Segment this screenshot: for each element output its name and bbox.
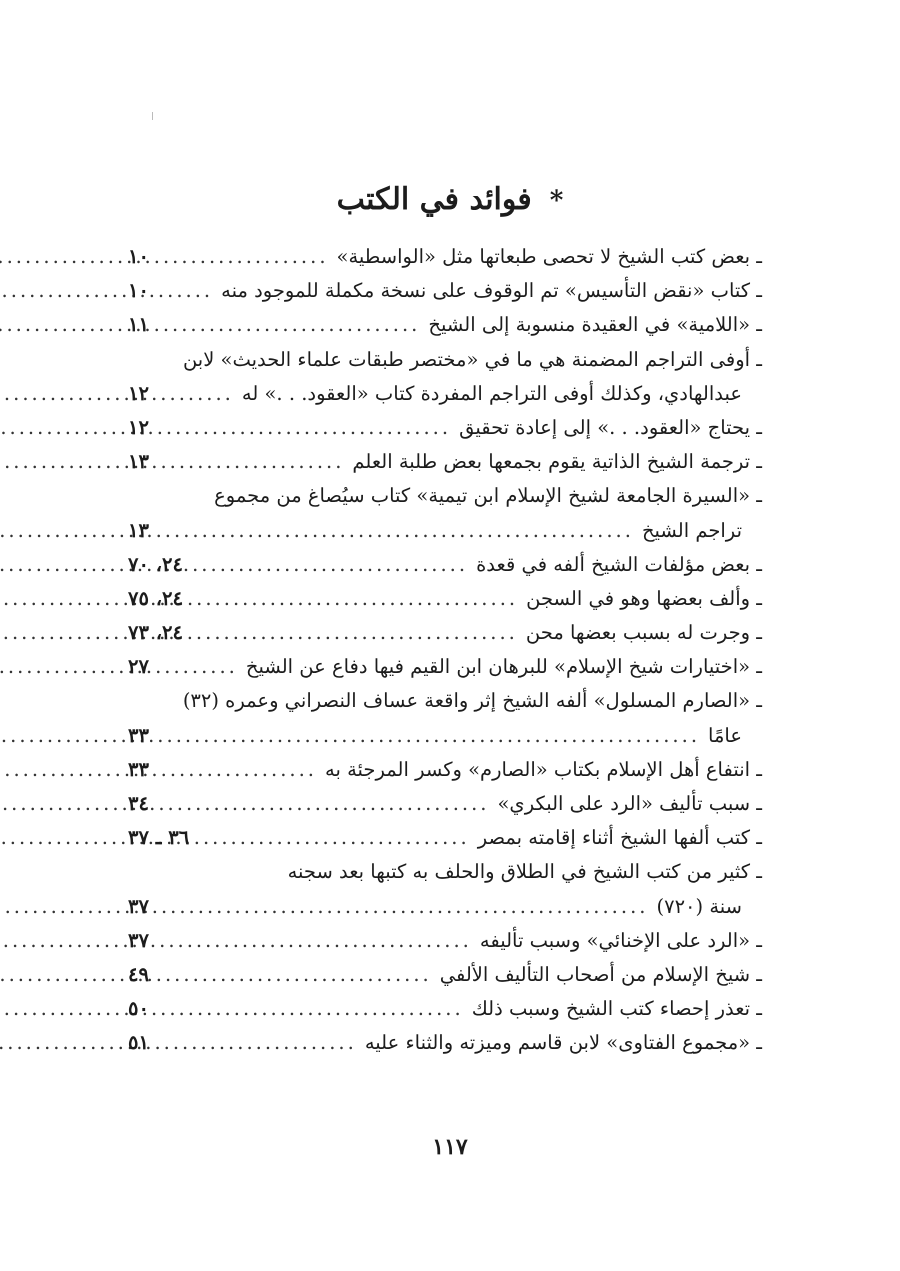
entry-text: ـ «السيرة الجامعة لشيخ الإسلام ابن تيمية» كتاب سيُصاغ من مجموع [214,484,762,508]
list-item [128,582,762,616]
page-number: ١١٧ [432,1134,468,1160]
dot-leader [157,274,213,308]
list-item [128,684,762,718]
list-item [128,1026,762,1060]
dot-leader [157,890,649,924]
entry-page-ref: ٢٤، ٧٥ [128,586,183,610]
list-item [128,958,762,992]
list-item [128,445,762,479]
dot-leader [157,924,472,958]
entry-text: سنة (٧٢٠) [656,894,742,918]
entry-text: ـ سبب تأليف «الرد على البكري» [497,792,762,815]
entry-text: عامًا [708,723,742,747]
entry-text: ـ «اختيارات شيخ الإسلام» للبرهان ابن القيم فيها دفاع عن الشيخ [245,655,762,679]
list-item [128,479,762,513]
entry-page-ref: ٣٣ [128,757,149,781]
entry-text: ـ «الصارم المسلول» ألفه الشيخ إثر واقعة عساف النصراني وعمره (٣٢) [182,689,762,713]
entry-page-ref: ١٠ [128,279,149,303]
entry-text: ـ «مجموع الفتاوى» لابن قاسم وميزته والثناء عليه [364,1031,762,1055]
page-title-text: فوائد في الكتب [336,182,532,218]
dot-leader [157,719,700,753]
dot-leader [157,787,490,821]
entry-text: ـ ترجمة الشيخ الذاتية يقوم بجمعها بعض طلبة العلم [352,450,762,474]
dot-leader [157,240,329,274]
dot-leader [197,821,470,855]
dot-leader [191,548,468,582]
page-edge-mark [152,112,153,120]
entry-page-ref: ٢٤، ٧٣ [128,621,183,645]
dot-leader [157,958,432,992]
entry-page-ref: ١٢ [128,415,149,439]
list-item [128,992,762,1026]
dot-leader [157,514,634,548]
entry-page-ref: ٥٠ [128,997,149,1021]
index-entries-list [128,240,762,1061]
entry-page-ref: ١٠ [128,245,149,268]
entry-text: ـ يحتاج «العقود. . .» إلى إعادة تحقيق [459,415,762,439]
entry-text: ـ انتفاع أهل الإسلام بكتاب «الصارم» وكسر المرجئة به [325,757,762,781]
asterisk-icon: * [549,186,564,217]
page-title [0,178,900,223]
entry-page-ref: ٢٤، ٧٠ [128,552,183,576]
entry-text: ـ وجرت له بسبب بعضها محن [525,621,762,645]
list-item [128,514,762,548]
entry-page-ref: ٣٦ ـ ٣٧ [128,826,190,850]
list-item [128,274,762,308]
entry-page-ref: ٣٣ [128,723,149,747]
entry-page-ref: ١٢ [128,381,149,405]
entry-text: ـ بعض كتب الشيخ لا تحصى طبعاتها مثل «الواسطية» [336,245,762,268]
list-item [128,787,762,821]
dot-leader [157,992,464,1026]
list-item [128,240,762,274]
entry-text: ـ وألف بعضها وهو في السجن [526,586,762,610]
entry-page-ref: ٤٩ [128,962,149,986]
entry-text: تراجم الشيخ [641,518,742,542]
entry-text: ـ كثير من كتب الشيخ في الطلاق والحلف به كتبها بعد سجنه [287,860,762,884]
list-item [128,411,762,445]
list-item [128,855,762,889]
entry-text: عبدالهادي، وكذلك أوفى التراجم المفردة كتاب «العقود. . .» له [241,381,742,405]
list-item [128,890,762,924]
dot-leader [191,616,518,650]
dot-leader [157,445,344,479]
entry-page-ref: ٢٧ [128,655,149,679]
dot-leader [157,308,420,342]
entry-text: ـ كتب ألفها الشيخ أثناء إقامته بمصر [477,826,762,850]
entry-text: ـ شيخ الإسلام من أصحاب التأليف الألفي [439,962,762,986]
entry-page-ref: ١٣ [128,450,149,474]
entry-page-ref: ٣٧ [128,894,149,918]
dot-leader [157,650,238,684]
entry-text: ـ «الرد على الإخنائي» وسبب تأليفه [479,928,762,952]
list-item [128,308,762,342]
dot-leader [157,377,234,411]
list-item [128,548,762,582]
dot-leader [157,753,317,787]
list-item [128,377,762,411]
entry-text: ـ كتاب «نقض التأسيس» تم الوقوف على نسخة مكملة للموجود منه [221,279,762,303]
entry-text: ـ بعض مؤلفات الشيخ ألفه في قعدة [476,552,762,576]
list-item [128,924,762,958]
dot-leader [157,411,451,445]
dot-leader [191,582,518,616]
entry-page-ref: ٥١ [128,1031,149,1055]
entry-text: ـ «اللامية» في العقيدة منسوبة إلى الشيخ [428,313,762,337]
list-item [128,650,762,684]
entry-page-ref: ١١ [128,313,149,337]
entry-text: ـ أوفى التراجم المضمنة هي ما في «مختصر طبقات علماء الحديث» لابن [182,347,762,371]
list-item [128,821,762,855]
entry-page-ref: ١٣ [128,518,149,542]
entry-text: ـ تعذر إحصاء كتب الشيخ وسبب ذلك [471,997,762,1021]
entry-page-ref: ٣٤ [128,792,149,815]
dot-leader [157,1026,357,1060]
list-item [128,753,762,787]
list-item [128,719,762,753]
list-item [128,343,762,377]
entry-page-ref: ٣٧ [128,928,149,952]
list-item [128,616,762,650]
